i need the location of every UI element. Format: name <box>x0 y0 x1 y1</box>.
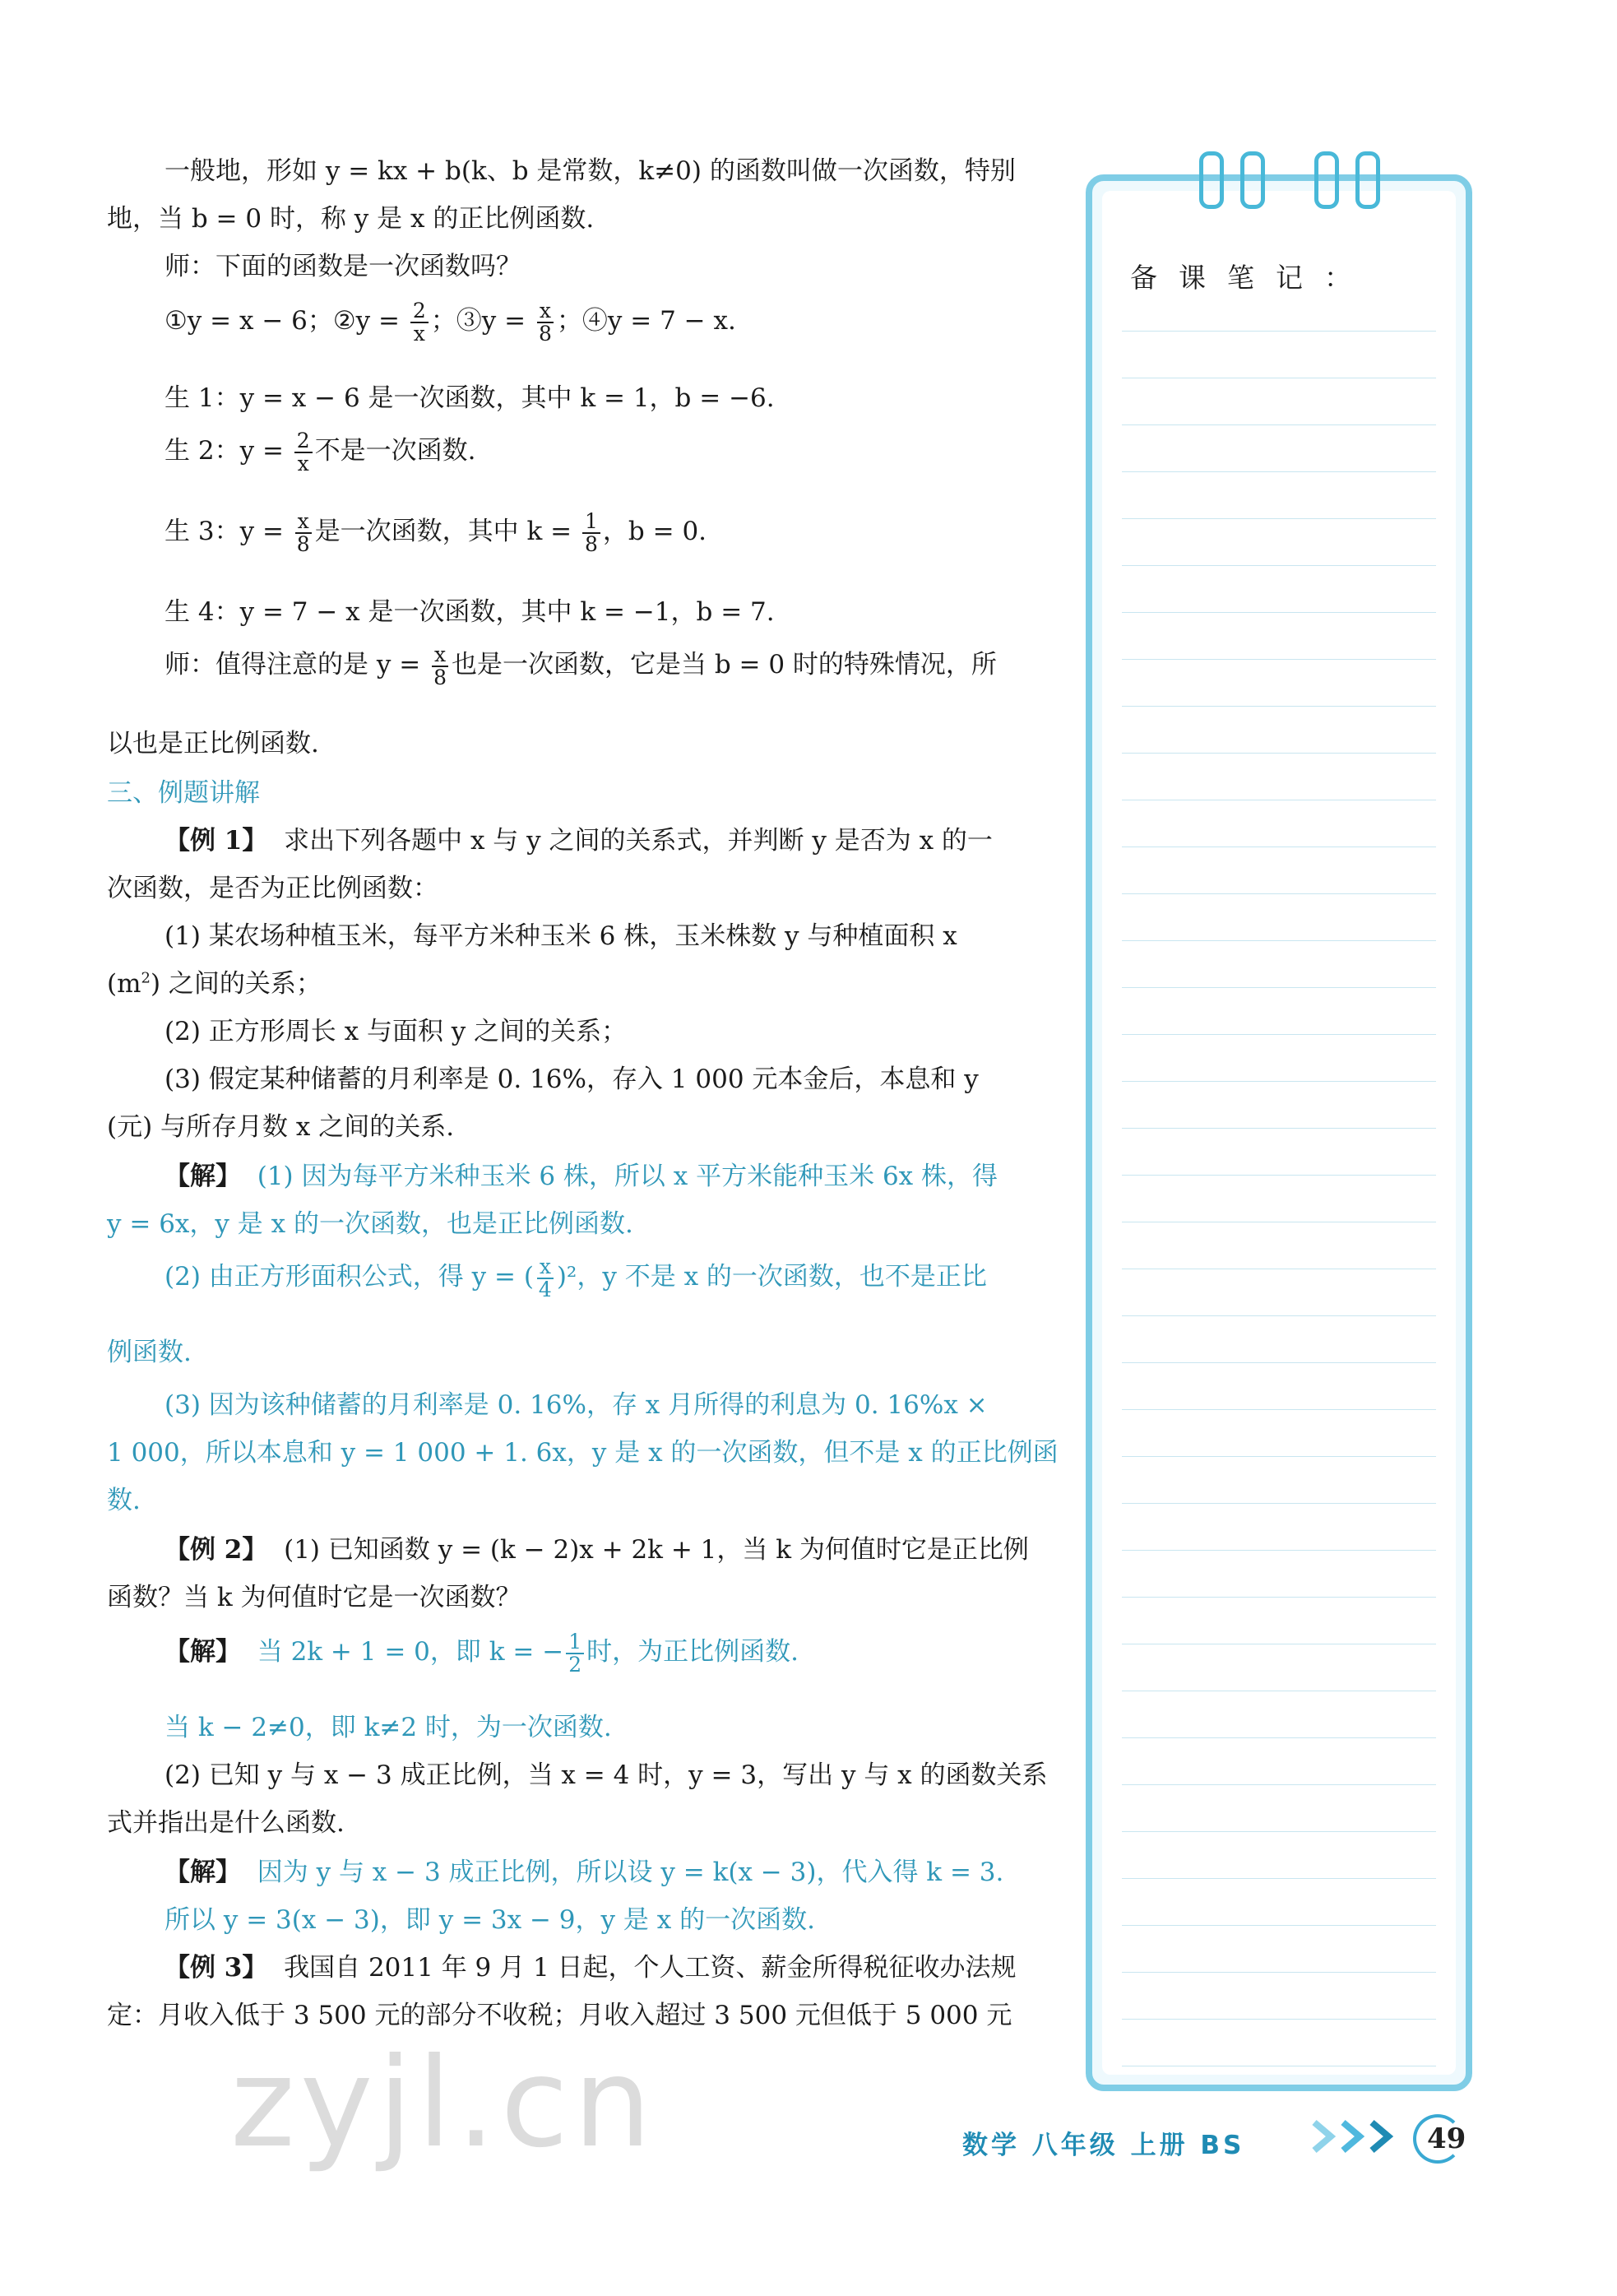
solution-text: 1 000，所以本息和 y = 1 000 + 1. 6x，y 是 x 的一次函数，但不是 x 的正比例函 <box>107 1438 1059 1468</box>
question-line <box>107 299 736 345</box>
ruled-line <box>1122 1925 1436 1926</box>
paragraph <box>107 915 957 952</box>
numerator: x <box>432 644 448 667</box>
ruled-line <box>1122 706 1436 707</box>
denominator: 4 <box>538 1277 552 1301</box>
text-fragment: 生 3：y = <box>164 517 292 546</box>
paragraph <box>107 197 594 234</box>
ruled-line <box>1122 1597 1436 1598</box>
notes-title: 备课笔记： <box>1130 262 1373 294</box>
ruled-line <box>1122 940 1436 941</box>
ruled-line <box>1122 1878 1436 1879</box>
denominator: x <box>297 451 309 475</box>
ruled-line <box>1122 753 1436 754</box>
solution-text: (1) 因为每平方米种玉米 6 株，所以 x 平方米能种玉米 6x 株，得 <box>257 1162 998 1191</box>
solution-1 <box>107 1155 998 1192</box>
binder-ring-icon <box>1314 151 1339 209</box>
text-fragment: )²，y 不是 x 的一次函数，也不是正比 <box>556 1262 987 1292</box>
text-fragment: 也是一次函数，它是当 b = 0 时的特殊情况，所 <box>451 650 997 680</box>
numerator: x <box>537 300 554 323</box>
ruled-line <box>1122 1315 1436 1316</box>
ruled-line <box>1122 565 1436 566</box>
fraction <box>566 1631 584 1676</box>
solution-text: 例函数. <box>107 1338 192 1367</box>
ruled-line <box>1122 1175 1436 1176</box>
paragraph <box>107 1899 815 1936</box>
paragraph <box>107 150 1016 187</box>
text-fragment: (2) 由正方形面积公式，得 y = ( <box>164 1262 534 1292</box>
paragraph <box>107 1058 979 1095</box>
text-line: 生 1：y = x − 6 是一次函数，其中 k = 1，b = −6. <box>164 383 775 413</box>
numerator: 1 <box>566 1631 584 1654</box>
fraction <box>536 1256 554 1301</box>
text-line: 式并指出是什么函数. <box>107 1808 345 1838</box>
text-line: 生 4：y = 7 − x 是一次函数，其中 k = −1，b = 7. <box>164 597 775 627</box>
ruled-line <box>1122 518 1436 519</box>
text-line: 地，当 b = 0 时，称 y 是 x 的正比例函数. <box>107 204 595 234</box>
lesson-notes-panel <box>1086 174 1472 2091</box>
paragraph <box>107 1706 612 1743</box>
paragraph <box>107 1994 1012 2031</box>
solution-tag: 【解】 <box>164 1637 241 1667</box>
paragraph <box>107 377 775 414</box>
example-tag: 【例 2】 <box>164 1535 268 1565</box>
ruled-line <box>1122 1737 1436 1738</box>
text-fragment: 师：值得注意的是 y = <box>164 650 429 680</box>
denominator: 2 <box>568 1652 582 1677</box>
ruled-line <box>1122 1081 1436 1082</box>
paragraph <box>107 962 322 1000</box>
numerator: 1 <box>582 511 600 534</box>
denominator: 8 <box>296 531 310 556</box>
example-3 <box>107 1946 1017 1983</box>
paragraph <box>107 1010 627 1047</box>
ruled-line <box>1122 1503 1436 1504</box>
binder-ring-icon <box>1355 151 1380 209</box>
text-fragment: 生 2：y = <box>164 436 292 466</box>
solution-text: y = 6x，y 是 x 的一次函数，也是正比例函数. <box>107 1209 633 1239</box>
ruled-line <box>1122 1784 1436 1785</box>
paragraph <box>107 1106 454 1143</box>
solution-text: 因为 y 与 x − 3 成正比例，所以设 y = k(x − 3)，代入得 k = 3. <box>257 1858 1004 1887</box>
paragraph <box>107 510 707 555</box>
solution-text: 当 k − 2≠0，即 k≠2 时，为一次函数. <box>164 1713 612 1742</box>
example-1 <box>107 819 993 856</box>
paragraph <box>107 1802 345 1839</box>
ruled-line <box>1122 987 1436 988</box>
ruled-line <box>1122 1972 1436 1973</box>
superscript: 2 <box>141 969 151 987</box>
ruled-line <box>1122 471 1436 472</box>
ruled-line <box>1122 659 1436 660</box>
solution-tag: 【解】 <box>164 1162 241 1191</box>
text-fragment: 时，为正比例函数. <box>586 1637 799 1667</box>
paragraph <box>107 429 476 475</box>
paragraph <box>107 245 521 282</box>
text-line: (3) 假定某种储蓄的月利率是 0. 16%，存入 1 000 元本金后，本息和 y <box>164 1065 979 1094</box>
ruled-line <box>1122 612 1436 613</box>
solution-text: 数. <box>107 1486 141 1515</box>
text-line: (2) 正方形周长 x 与面积 y 之间的关系； <box>164 1017 628 1046</box>
fraction <box>582 508 600 556</box>
fraction <box>410 300 429 345</box>
fraction <box>536 300 554 345</box>
numerator: x <box>537 1256 554 1279</box>
text-line: 次函数，是否为正比例函数： <box>107 874 438 903</box>
text-fragment: 是一次函数，其中 k = <box>314 517 581 546</box>
denominator: 8 <box>538 321 552 346</box>
numerator: x <box>295 511 312 534</box>
denominator: 8 <box>585 531 598 556</box>
fraction <box>294 430 313 475</box>
notes-area <box>1102 191 1456 2075</box>
paragraph <box>107 1576 521 1613</box>
text-line: (2) 已知 y 与 x − 3 成正比例，当 x = 4 时，y = 3，写出 y 与 x 的函数关系 <box>164 1760 1048 1790</box>
book-title: 数学 八年级 上册 BS <box>962 2131 1245 2160</box>
ruled-line <box>1122 331 1436 332</box>
heading-text: 三、例题讲解 <box>107 778 260 808</box>
denominator: x <box>413 321 425 346</box>
numerator: 2 <box>294 430 313 453</box>
fraction <box>294 508 313 556</box>
text-line: (1) 已知函数 y = (k − 2)x + 2k + 1，当 k 为何值时它是正比例 <box>284 1535 1029 1565</box>
paragraph <box>107 643 997 689</box>
binder-ring-icon <box>1199 151 1224 209</box>
watermark: zyjl.cn <box>230 2032 657 2175</box>
text-line: 求出下列各题中 x 与 y 之间的关系式，并判断 y 是否为 x 的一 <box>284 826 993 856</box>
solution-3 <box>107 1851 1003 1888</box>
example-tag: 【例 3】 <box>164 1953 268 1983</box>
text-line: (1) 某农场种植玉米，每平方米种玉米 6 株，玉米株数 y 与种植面积 x <box>164 921 957 951</box>
text-line: 以也是正比例函数. <box>107 729 319 758</box>
text-line: 一般地，形如 y = kx + b(k、b 是常数，k≠0) 的函数叫做一次函数，特别 <box>164 156 1016 186</box>
text-fragment: ，b = 0. <box>602 517 707 546</box>
solution-text: 所以 y = 3(x − 3)，即 y = 3x − 9，y 是 x 的一次函数. <box>164 1905 815 1935</box>
solution-2 <box>107 1630 799 1676</box>
ruled-line <box>1122 893 1436 894</box>
denominator: 8 <box>433 665 447 689</box>
ruled-line <box>1122 2019 1436 2020</box>
ruled-line <box>1122 1128 1436 1129</box>
page-footer <box>962 2114 1489 2172</box>
text-fragment: ) 之间的关系； <box>150 969 322 999</box>
ruled-line <box>1122 1456 1436 1457</box>
text-line: 师：下面的函数是一次函数吗？ <box>164 252 521 281</box>
chevron-right-icon <box>1365 2117 1403 2155</box>
text-fragment: ；④y = 7 − x. <box>556 306 736 336</box>
paragraph <box>107 722 319 759</box>
paragraph <box>107 1754 1048 1791</box>
paragraph <box>107 867 438 904</box>
ruled-line <box>1122 1362 1436 1363</box>
text-fragment: ①y = x − 6；②y = <box>164 306 408 336</box>
page-number: 49 <box>1427 2122 1466 2155</box>
text-fragment: 不是一次函数. <box>314 436 476 466</box>
paragraph <box>107 1255 987 1301</box>
text-line: 我国自 2011 年 9 月 1 日起，个人工资、薪金所得税征收办法规 <box>284 1953 1017 1983</box>
paragraph <box>107 1384 988 1421</box>
numerator: 2 <box>410 300 429 323</box>
ruled-line <box>1122 1831 1436 1832</box>
paragraph <box>107 1203 633 1240</box>
paragraph <box>107 1479 141 1516</box>
text-fragment: ；③y = <box>430 306 534 336</box>
paragraph <box>107 1331 192 1368</box>
binder-ring-icon <box>1240 151 1265 209</box>
text-fragment: 当 2k + 1 = 0，即 k = − <box>257 1637 564 1667</box>
ruled-line <box>1122 1034 1436 1035</box>
solution-tag: 【解】 <box>164 1858 241 1887</box>
ruled-line <box>1122 424 1436 425</box>
text-fragment: (m <box>107 969 141 999</box>
ruled-line <box>1122 1409 1436 1410</box>
solution-text: (3) 因为该种储蓄的月利率是 0. 16%，存 x 月所得的利息为 0. 16%x × <box>164 1390 988 1420</box>
ruled-line <box>1122 1550 1436 1551</box>
text-line: 函数？当 k 为何值时它是一次函数？ <box>107 1583 521 1612</box>
example-tag: 【例 1】 <box>164 826 268 856</box>
text-line: 定：月收入低于 3 500 元的部分不收税；月收入超过 3 500 元但低于 5 000 元 <box>107 2001 1012 2030</box>
paragraph <box>107 591 775 628</box>
paragraph <box>107 1431 1059 1468</box>
section-heading <box>107 772 260 809</box>
fraction <box>431 644 449 689</box>
example-2 <box>107 1528 1029 1565</box>
text-line: (元) 与所存月数 x 之间的关系. <box>107 1112 455 1142</box>
